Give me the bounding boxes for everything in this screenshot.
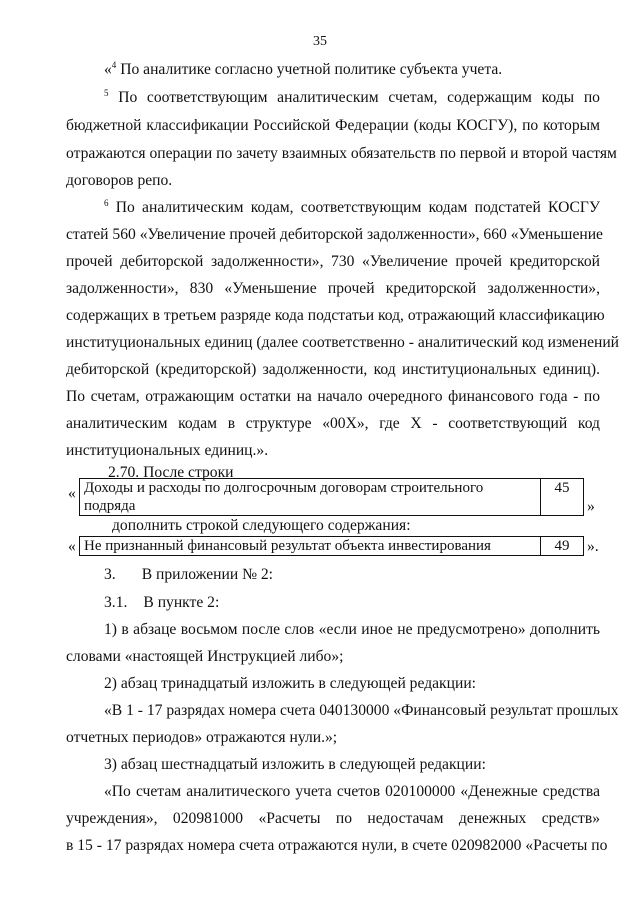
item-3-1-number: 3.1.: [104, 594, 128, 611]
footnote-6-line-9: аналитическим кодам в структуре «00Х», где Х - соответствующий код: [66, 415, 600, 432]
footnote-6-line-8: По счетам, отражающим остатки на начало очередного финансового года - по: [66, 388, 600, 405]
add-line-instruction: дополнить строкой следующего содержания:: [112, 517, 411, 534]
item-3: [104, 566, 638, 584]
account-row-49: [79, 536, 584, 556]
footnote-6-line-4: задолженности», 830 «Уменьшение прочей кредиторской задолженности»,: [66, 280, 600, 297]
table1-open-quote: «: [68, 485, 76, 502]
item-3-1-text: В пункте 2:: [143, 594, 220, 611]
subitem-3-quote-line-2: учреждения», 020981000 «Расчеты по недостачам денежных средств»: [66, 810, 600, 827]
footnote-5-line-1: [104, 89, 600, 107]
account-name-cell: [80, 479, 541, 515]
footnote-6-text: По аналитическим кодам, соответствующим кодам подстатей КОСГУ: [115, 199, 600, 216]
footnote-4: [104, 61, 600, 79]
footnote-marker: 5: [104, 88, 109, 98]
subitem-3: 3) абзац шестнадцатый изложить в следующей редакции:: [104, 756, 486, 773]
account-row-45: [79, 478, 584, 516]
account-code-cell: [541, 537, 583, 555]
subitem-3-quote-line-1: «По счетам аналитического учета счетов 020100000 «Денежные средства: [104, 783, 600, 800]
item-3-text: В приложении № 2:: [141, 566, 274, 583]
subitem-1-line-2: словами «настоящей Инструкцией либо»;: [66, 648, 344, 665]
account-name-line-1: Доходы и расходы по долгосрочным договорам строительного: [84, 480, 484, 496]
footnote-5-line-3: отражаются операции по зачету взаимных обязательств по первой и второй частям: [66, 145, 617, 162]
footnote-6-line-1: [104, 199, 600, 217]
footnote-6-line-7: дебиторской (кредиторской) задолженности, код институциональных единиц).: [66, 361, 600, 378]
account-code-cell: [541, 479, 583, 515]
footnote-6-line-6: институциональных единиц (далее соответственно - аналитический код изменений: [66, 334, 620, 351]
subitem-3-quote-line-3: в 15 - 17 разрядах номера счета отражаются нули, в счете 020982000 «Расчеты по: [66, 837, 608, 854]
footnote-6-line-2: статей 560 «Увеличение прочей дебиторской задолженности», 660 «Уменьшение: [66, 226, 603, 243]
table2-close-quote: ».: [587, 538, 599, 555]
footnote-marker: 4: [111, 60, 117, 70]
footnote-5-line-4: договоров репо.: [66, 172, 173, 189]
account-name-line-2: подряда: [84, 498, 136, 514]
account-code: 45: [554, 480, 570, 496]
item-3-number: 3.: [104, 566, 116, 583]
account-name-cell: [80, 537, 541, 555]
account-name: Не признанный финансовый результат объекта инвестирования: [84, 538, 491, 554]
subitem-2-quote-line-1: «В 1 - 17 разрядах номера счета 040130000 «Финансовый результат прошлых: [104, 702, 619, 719]
footnote-6-line-5: содержащих в третьем разряде кода подстатьи код, отражающий классификацию: [66, 307, 605, 324]
clause-2-70: 2.70. После строки: [108, 464, 234, 481]
footnote-4-text: По аналитике согласно учетной политике субъекта учета.: [120, 61, 503, 78]
table2-open-quote: «: [68, 538, 76, 555]
subitem-2: 2) абзац тринадцатый изложить в следующей редакции:: [104, 675, 476, 692]
item-3-1: [104, 594, 638, 612]
page-number: 35: [313, 34, 327, 49]
footnote-5-line-2: бюджетной классификации Российской Федерации (коды КОСГУ), по которым: [66, 117, 600, 134]
account-code: 49: [554, 538, 570, 554]
footnote-marker: 6: [104, 198, 109, 208]
open-quote: «: [104, 61, 112, 78]
footnote-5-text: По соответствующим аналитическим счетам, содержащим коды по: [118, 89, 600, 106]
footnote-6-line-3: прочей дебиторской задолженности», 730 «Увеличение прочей кредиторской: [66, 253, 600, 270]
table1-close-quote: »: [587, 498, 595, 515]
footnote-6-line-10: институциональных единиц.».: [66, 442, 269, 459]
subitem-1-line-1: 1) в абзаце восьмом после слов «если иное не предусмотрено» дополнить: [104, 621, 600, 638]
subitem-2-quote-line-2: отчетных периодов» отражаются нули.»;: [66, 729, 338, 746]
